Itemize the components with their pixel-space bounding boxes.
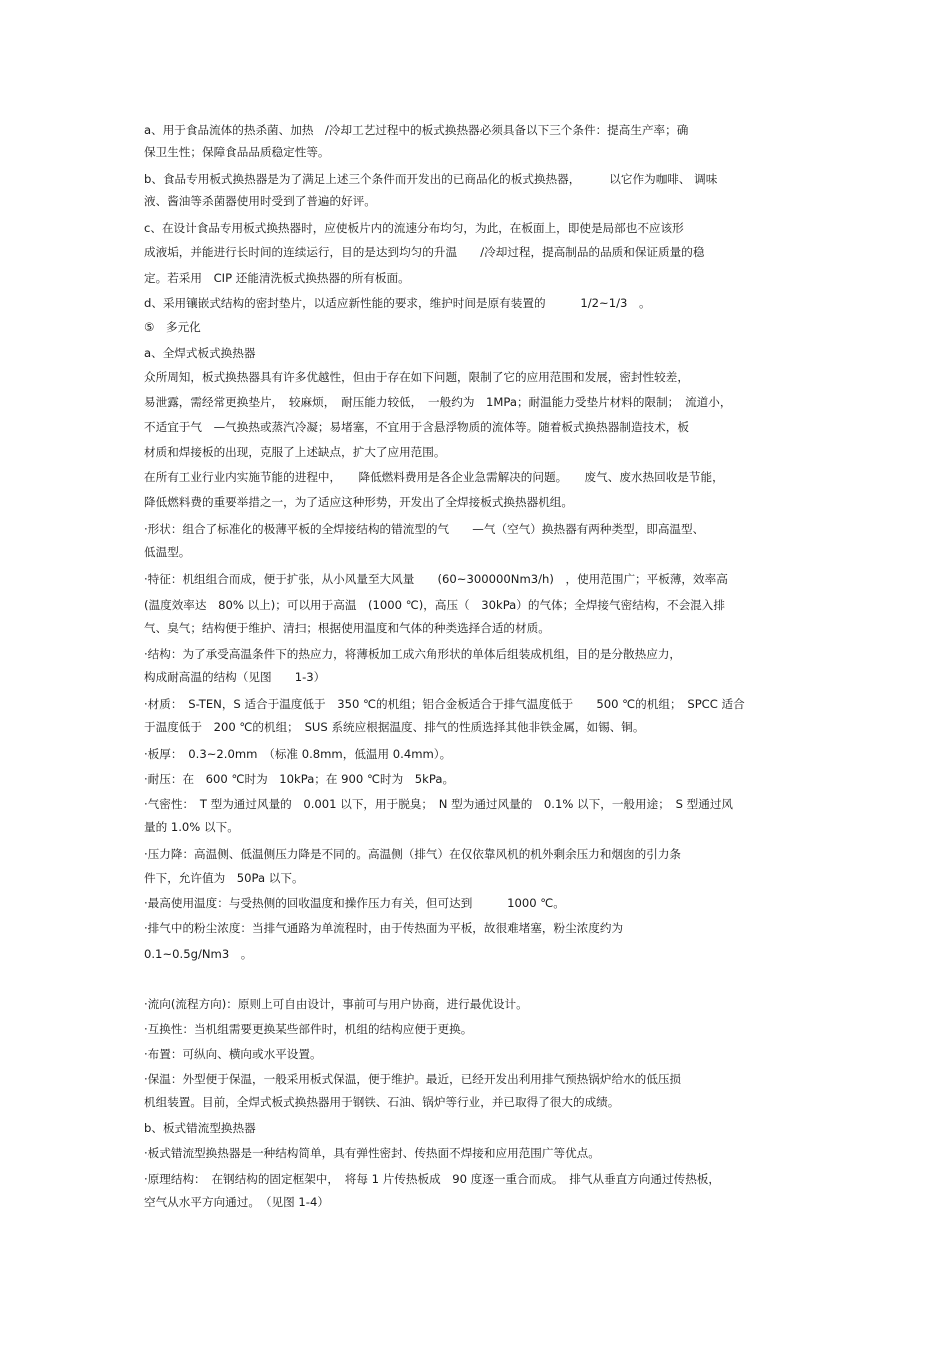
- text-line: ·保温：外型便于保温，一般采用板式保温，便于维护。最近，已经开发出利用排气预热锅炉给水的低压损: [144, 1072, 682, 1086]
- text-line: 量的 1.0% 以下。: [144, 820, 239, 834]
- text-line: ·板厚： 0.3~2.0mm （标准 0.8mm，低温用 0.4mm）。: [144, 747, 452, 761]
- text-line: ·原理结构： 在钢结构的固定框架中， 将每 1 片传热板成 90 度逐一重合而成。 排气从垂直方向通过传热板，: [144, 1172, 720, 1186]
- text-line: ·压力降：高温侧、低温侧压力降是不同的。高温侧（排气）在仅依靠风机的机外剩余压力和烟囱的引力条: [144, 847, 682, 861]
- text-line: 降低燃料费的重要举措之一，为了适应这种形势，开发出了全焊接板式换热器机组。: [144, 495, 573, 509]
- text-line: 低温型。: [144, 545, 191, 559]
- text-line: ·排气中的粉尘浓度：当排气通路为单流程时，由于传热面为平板，故很难堵塞，粉尘浓度约为: [144, 921, 624, 935]
- text-line: b、食品专用板式换热器是为了满足上述三个条件而开发出的已商品化的板式换热器， 以它作为咖啡、 调味: [144, 172, 718, 186]
- text-line: ·布置：可纵向、横向或水平设置。: [144, 1047, 322, 1061]
- text-line: 保卫生性；保障食品品质稳定性等。: [144, 145, 330, 159]
- section-heading: ⑤ 多元化: [144, 320, 201, 334]
- text-line: 气、臭气；结构便于维护、清扫；根据使用温度和气体的种类选择合适的材质。: [144, 621, 550, 635]
- text-line: 易泄露，需经常更换垫片， 较麻烦， 耐压能力较低， 一般约为 1MPa；耐温能力受垫片材料的限制； 流道小，: [144, 395, 732, 409]
- text-line: 机组装置。目前，全焊式板式换热器用于钢铁、石油、锅炉等行业，并已取得了很大的成绩。: [144, 1095, 620, 1109]
- text-line: 于温度低于 200 ℃的机组； SUS 系统应根据温度、排气的性质选择其他非铁金属，如锡、铜。: [144, 720, 645, 734]
- text-line: c、在设计食品专用板式换热器时，应使板片内的流速分布均匀，为此，在板面上，即使是局部也不应该形: [144, 221, 684, 235]
- text-line: 成液垢，并能进行长时间的连续运行，目的是达到均匀的升温 /冷却过程，提高制品的品质和保证质量的稳: [144, 245, 705, 259]
- text-line: 空气从水平方向通过。 （见图 1-4）: [144, 1195, 329, 1209]
- text-line: ·材质： S-TEN，S 适合于温度低于 350 ℃的机组；铝合金板适合于排气温度低于 500 ℃的机组； SPCC 适合: [144, 697, 745, 711]
- text-line: a、用于食品流体的热杀菌、加热 /冷却工艺过程中的板式换热器必须具备以下三个条件：提高生产率；确: [144, 123, 689, 137]
- text-line: ·最高使用温度：与受热侧的回收温度和操作压力有关，但可达到 1000 ℃。: [144, 896, 565, 910]
- text-line: 液、酱油等杀菌器使用时受到了普遍的好评。: [144, 194, 376, 208]
- text-line: ·形状：组合了标准化的极薄平板的全焊接结构的错流型的气 —气（空气）换热器有两种类型，即高温型、: [144, 522, 705, 536]
- text-line: (温度效率达 80% 以上)；可以用于高温 (1000 ℃)，高压（ 30kPa）的气体；全焊接气密结构，不会混入排: [144, 598, 725, 612]
- text-line: ·流向(流程方向)：原则上可自由设计，事前可与用户协商，进行最优设计。: [144, 997, 528, 1011]
- text-line: ·板式错流型换热器是一种结构简单，具有弹性密封、传热面不焊接和应用范围广等优点。: [144, 1146, 600, 1160]
- text-line: 定。若采用 CIP 还能清洗板式换热器的所有板面。: [144, 271, 410, 285]
- text-line: 构成耐高温的结构（见图 1-3）: [144, 670, 326, 684]
- text-line: ·互换性：当机组需要更换某些部件时，机组的结构应便于更换。: [144, 1022, 473, 1036]
- text-line: 在所有工业行业内实施节能的进程中， 降低燃料费用是各企业急需解决的问题。 废气、废水热回收是节能，: [144, 470, 724, 484]
- text-line: 0.1~0.5g/Nm3 。: [144, 947, 253, 961]
- subsection-heading: b、板式错流型换热器: [144, 1121, 256, 1135]
- text-line: 不适宜于气 —气换热或蒸汽冷凝；易堵塞，不宜用于含悬浮物质的流体等。随着板式换热器制造技术，板: [144, 420, 689, 434]
- text-line: d、采用镶嵌式结构的密封垫片，以适应新性能的要求，维护时间是原有装置的 1/2~1/3 。: [144, 296, 651, 310]
- text-line: ·特征：机组组合而成，便于扩张，从小风量至大风量 (60~300000Nm3/h) ，使用范围广；平板薄，效率高: [144, 572, 728, 586]
- text-line: 件下，允许值为 50Pa 以下。: [144, 871, 304, 885]
- text-line: ·结构：为了承受高温条件下的热应力，将薄板加工成六角形状的单体后组装成机组，目的是分散热应力，: [144, 647, 682, 661]
- subsection-heading: a、全焊式板式换热器: [144, 346, 256, 360]
- text-line: 材质和焊接板的出现，克服了上述缺点，扩大了应用范围。: [144, 445, 446, 459]
- text-line: ·气密性： T 型为通过风量的 0.001 以下，用于脱臭； N 型为通过风量的 0.1% 以下，一般用途； S 型通过风: [144, 797, 734, 811]
- text-line: 众所周知，板式换热器具有许多优越性，但由于存在如下问题，限制了它的应用范围和发展，密封性较差，: [144, 370, 689, 384]
- text-line: ·耐压：在 600 ℃时为 10kPa；在 900 ℃时为 5kPa。: [144, 772, 455, 786]
